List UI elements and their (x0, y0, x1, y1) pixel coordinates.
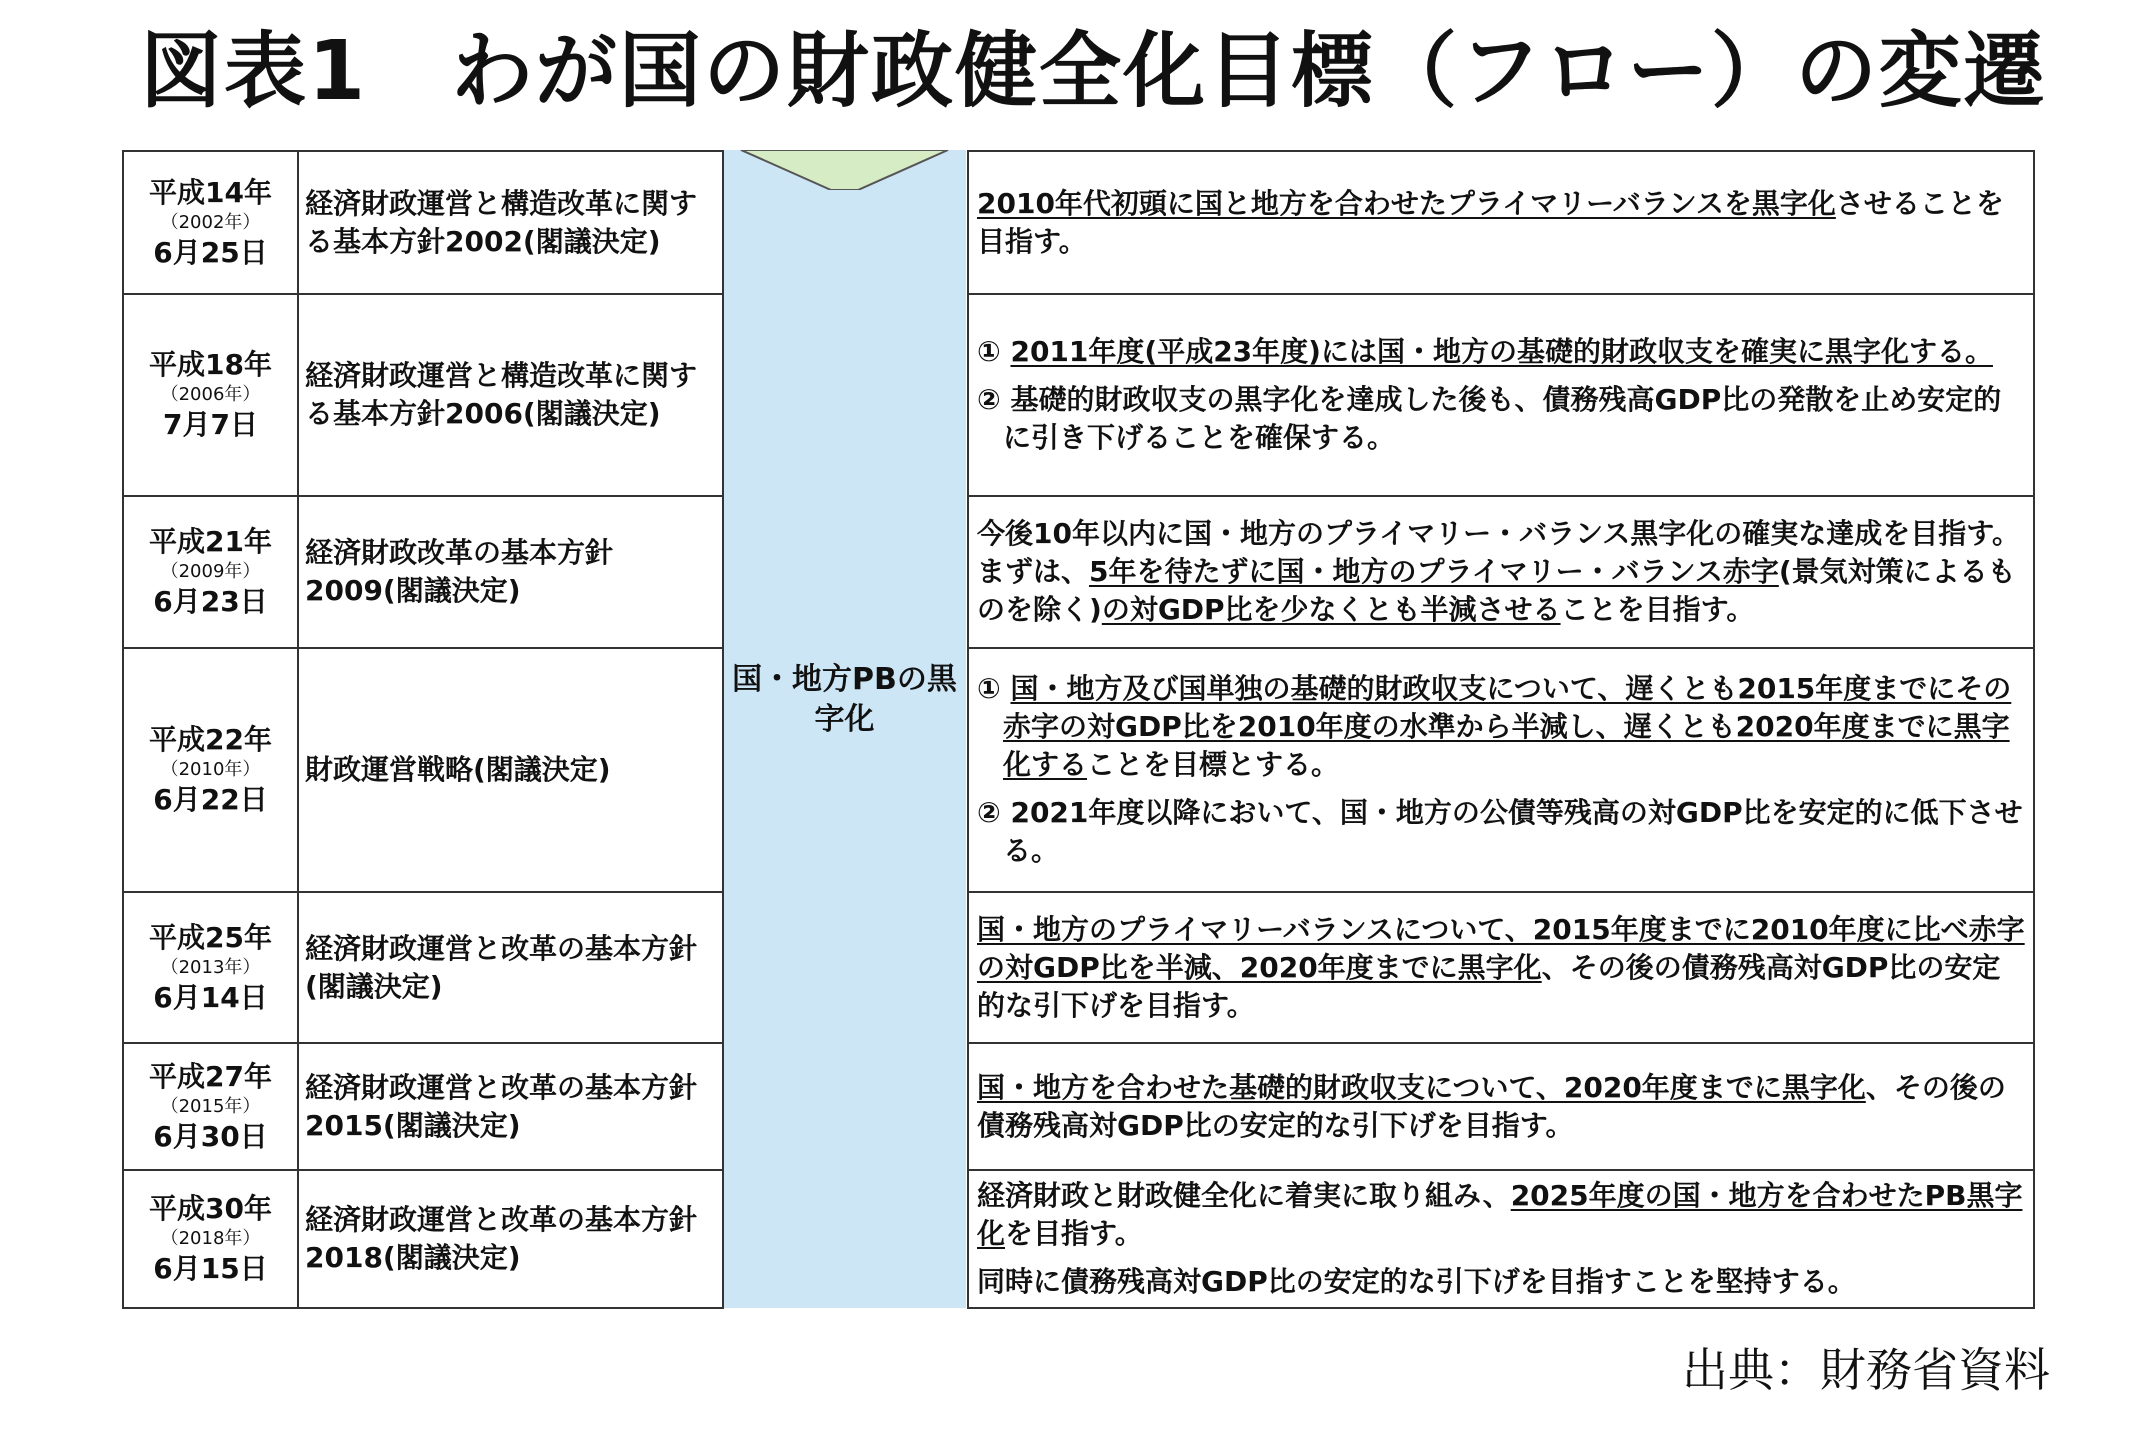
month-day: 6月14日 (153, 980, 268, 1014)
policy-name: 経済財政運営と改革の基本方針2015(閣議決定) (298, 1043, 723, 1170)
goal-text (968, 892, 2034, 1043)
month-day: 6月25日 (153, 235, 268, 269)
item-number: ② (977, 383, 1011, 416)
goal-text (968, 1043, 2034, 1170)
ad-year: （2015年） (160, 1095, 261, 1117)
goal-underlined: 国・地方を合わせた基礎的財政収支について、2020年度までに黒字化 (977, 1070, 1866, 1104)
table-row (123, 294, 723, 496)
goal-text (968, 496, 2034, 648)
goal-paragraph (977, 185, 2025, 261)
policy-name: 経済財政運営と改革の基本方針(閣議決定) (298, 892, 723, 1043)
goal-plain: 、その後の債務残高対GDP比の安定的な引下げを目指す。 (977, 1070, 2006, 1142)
table-row (123, 1043, 723, 1170)
policy-name: 経済財政運営と構造改革に関する基本方針2002(閣議決定) (298, 151, 723, 294)
goal-underlined: 2010年代初頭に国と地方を合わせたプライマリーバランスを黒字化 (977, 186, 1836, 220)
goal-plain: 同時に債務残高対GDP比の安定的な引下げを目指すことを堅持する。 (977, 1265, 1856, 1298)
goal-paragraph (977, 670, 2025, 784)
goal-paragraph (977, 333, 2025, 371)
goal-plain: ことを目指す。 (1560, 593, 1755, 626)
policy-name: 経済財政改革の基本方針2009(閣議決定) (298, 496, 723, 648)
table-row (968, 496, 2034, 648)
era-year: 平成27年 (149, 1059, 272, 1093)
date-cell (123, 1043, 298, 1170)
month-day: 6月30日 (153, 1119, 268, 1153)
goal-underlined: 5年を待たずに国・地方のプライマリー・バランス赤字 (1089, 555, 1779, 588)
table-row (123, 1170, 723, 1308)
table-row (123, 892, 723, 1043)
table-row (123, 151, 723, 294)
goal-paragraph (977, 911, 2025, 1025)
goal-paragraph (977, 515, 2025, 629)
goal-plain: 基礎的財政収支の黒字化を達成した後も、債務残高GDP比の発散を止め安定的に引き下げることを確保する。 (1003, 383, 2002, 454)
date-cell (123, 1170, 298, 1308)
goal-plain: ことを目標とする。 (1087, 748, 1340, 781)
era-year: 平成21年 (149, 525, 272, 558)
table-row (968, 648, 2034, 892)
item-number: ① (977, 335, 1011, 368)
policy-name: 財政運営戦略(閣議決定) (298, 648, 723, 892)
down-arrow-icon (723, 150, 966, 190)
month-day: 6月23日 (153, 585, 268, 618)
goal-plain: を目指す。 (1005, 1217, 1143, 1250)
era-year: 平成14年 (149, 175, 272, 209)
table-row (968, 892, 2034, 1043)
era-year: 平成22年 (149, 723, 272, 756)
goal-plain: 2021年度以降において、国・地方の公債等残高の対GDP比を安定的に低下させる。 (1003, 796, 2023, 867)
goal-paragraph (977, 1069, 2025, 1145)
ad-year: （2010年） (160, 759, 261, 780)
goal-plain: (景気対策によるものを除く) (977, 555, 2016, 626)
goal-paragraph (977, 794, 2025, 870)
month-day: 6月15日 (153, 1252, 268, 1285)
goal-paragraph (977, 1177, 2025, 1253)
date-cell (123, 151, 298, 294)
date-cell (123, 294, 298, 496)
goal-underlined: 2025年度の国・地方を合わせたPB黒字化 (977, 1179, 2023, 1250)
table-row (968, 1043, 2034, 1170)
item-number: ① (977, 672, 1011, 705)
table-row (968, 151, 2034, 294)
table-row (123, 496, 723, 648)
goal-text (968, 151, 2034, 294)
policy-name: 経済財政運営と構造改革に関する基本方針2006(閣議決定) (298, 294, 723, 496)
goal-text (968, 294, 2034, 496)
policy-name: 経済財政運営と改革の基本方針2018(閣議決定) (298, 1170, 723, 1308)
date-cell (123, 892, 298, 1043)
goal-paragraph (977, 1263, 2025, 1301)
table-row (123, 648, 723, 892)
ad-year: （2018年） (160, 1228, 261, 1249)
table-row (968, 1170, 2034, 1308)
item-number: ② (977, 796, 1011, 829)
era-year: 平成30年 (149, 1192, 272, 1225)
date-cell (123, 648, 298, 892)
era-year: 平成25年 (149, 920, 272, 954)
page-title: 図表1 わが国の財政健全化目標（フロー）の変遷 (140, 24, 2048, 119)
goal-plain: 、その後の債務残高対GDP比の安定的な引下げを目指す。 (977, 950, 2001, 1022)
goal-paragraph (977, 381, 2025, 457)
goal-plain: 今後10年以内に国・地方のプライマリー・バランス黒字化の確実な達成を目指す。まずは、 (977, 517, 2021, 588)
ad-year: （2013年） (160, 956, 261, 978)
goal-table (967, 150, 2035, 1309)
month-day: 7月7日 (163, 408, 258, 441)
ad-year: （2006年） (160, 384, 261, 405)
goal-underlined: 国・地方のプライマリーバランスについて、2015年度までに2010年度に比べ赤字の対GDP比を半減、2020年度までに黒字化 (977, 912, 2025, 984)
month-day: 6月22日 (153, 783, 268, 816)
date-cell (123, 496, 298, 648)
ad-year: （2002年） (160, 211, 261, 233)
goal-plain: 経済財政と財政健全化に着実に取り組み、 (977, 1179, 1511, 1212)
table-row (968, 294, 2034, 496)
goal-plain: させることを目指す。 (977, 186, 2004, 258)
goal-text (968, 1170, 2034, 1308)
era-year: 平成18年 (149, 348, 272, 381)
band-label: 国・地方PBの黒字化 (732, 662, 957, 737)
goal-underlined: の対GDP比を少なくとも半減させる (1101, 593, 1561, 626)
ad-year: （2009年） (160, 561, 261, 582)
source-note: 出典：財務省資料 (1682, 1343, 2050, 1397)
goal-text (968, 648, 2034, 892)
goal-underlined: 2011年度(平成23年度)には国・地方の基礎的財政収支を確実に黒字化する。 (1010, 335, 1993, 368)
goal-underlined: 国・地方及び国単独の基礎的財政収支について、遅くとも2015年度までにその赤字の対GDP比を2010年度の水準から半減し、遅くとも2020年度までに黒字化する (1003, 672, 2012, 781)
policy-table (122, 150, 724, 1309)
